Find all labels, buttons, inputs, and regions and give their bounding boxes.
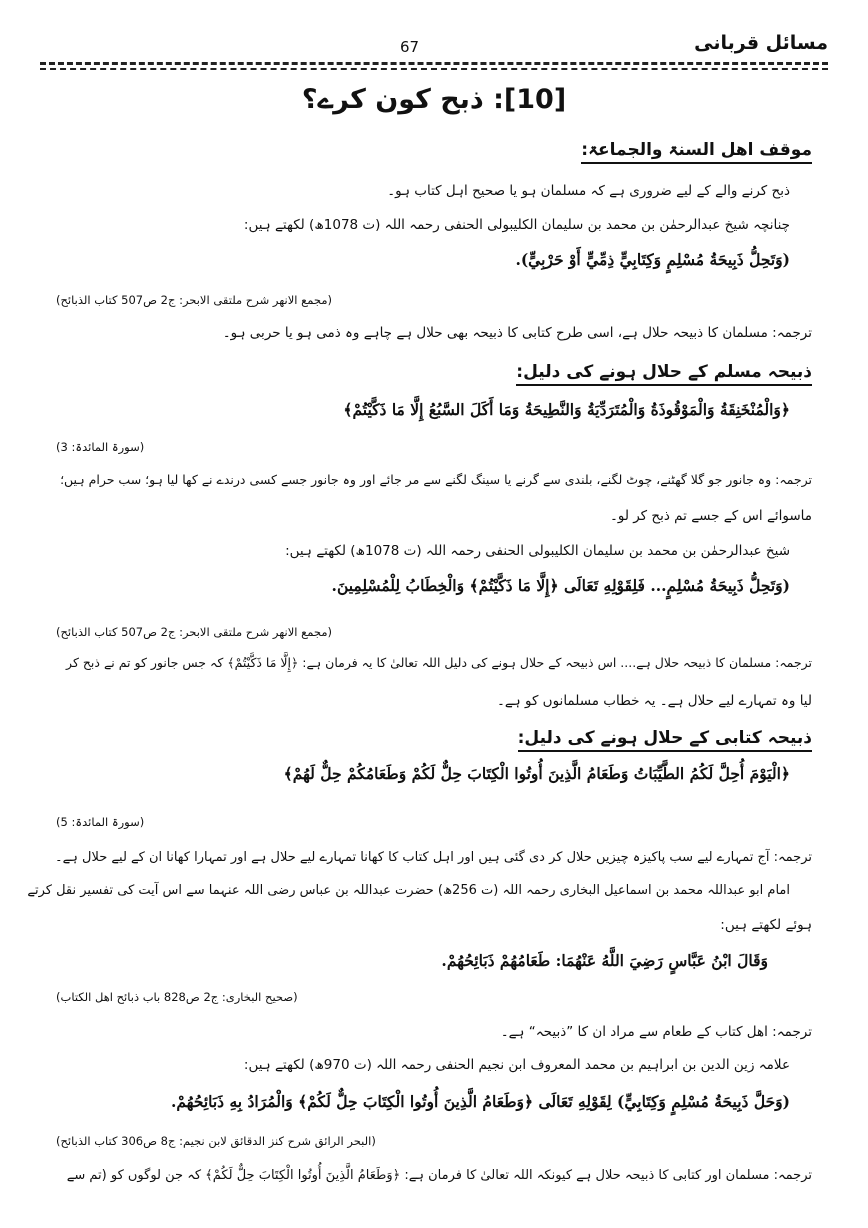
page-header — [40, 28, 828, 62]
reference-citation: (صحیح البخاری: ج2 ص828 باب ذبائح اھل الکتاب) — [56, 990, 298, 1004]
translation-line: لیا وہ تمہارے لیے حلال ہے۔ یہ خطاب مسلمانوں کو ہے۔ — [496, 693, 812, 709]
quran-verse: ﴿وَالْمُنْخَنِقَةُ وَالْمَوْقُوذَةُ وَالْمُتَرَدِّيَةُ وَالنَّطِيحَةُ وَمَا أَكَلَ السَّبُعُ إِلَّا مَا ذَكَّيْتُمْ﴾ — [343, 400, 790, 419]
translation-line: ماسوائے اس کے جسے تم ذبح کر لو۔ — [609, 508, 812, 524]
reference-citation: (سورۃ المائدۃ: 3) — [56, 440, 145, 454]
chapter-title: [10]: ذبح کون کرے؟ — [301, 84, 567, 115]
section-heading-ahl-sunnah: موقف اھل السنۃ والجماعۃ: — [581, 140, 812, 164]
header-rule — [40, 62, 828, 65]
translation-line: ترجمہ: مسلمان کا ذبیحہ حلال ہے، اسی طرح کتابی کا ذبیحہ بھی حلال ہے چاہے وہ ذمی ہو یا حربی ہو۔ — [222, 325, 812, 341]
reference-citation: (سورۃ المائدۃ: 5) — [56, 815, 145, 829]
paragraph-line: شیخ عبدالرحمٰن بن محمد بن سلیمان الکلیبولی الحنفی رحمہ اللہ (ت 1078ھ) لکھتے ہیں: — [285, 543, 790, 559]
translation-line: ترجمہ: آج تمہارے لیے سب پاکیزہ چیزیں حلال کر دی گئی ہیں اور اہل کتاب کا کھانا تمہارے لیے حلال ہے اور تمہارا کھانا ان کے لیے حلال ہے۔ — [55, 850, 812, 865]
arabic-quote: (وَحَلَّ ذَبِيحَةُ مُسْلِمٍ وَكِتَابِيٍّ) لِقَوْلِهِ تَعَالَى ﴿وَطَعَامُ الَّذِينَ أُوتُوا الْكِتَابَ حِلٌّ لَكُمْ﴾ وَالْمُرَادُ بِهِ ذَبَائِحُهُمْ. — [170, 1092, 790, 1111]
translation-line: ترجمہ: وہ جانور جو گلا گھٹنے، چوٹ لگنے، بلندی سے گرنے یا سینگ لگنے سے مر جائے اور وہ جانور جسے کسی درندے نے کھا لیا ہو؛ سب حرام ہیں؛ — [60, 472, 812, 487]
paragraph-line: امام ابو عبداللہ محمد بن اسماعیل البخاری رحمہ اللہ (ت 256ھ) حضرت عبداللہ بن عباس رضی اللہ عنہما سے اس آیت کی تفسیر نقل کرتے — [27, 883, 790, 898]
reference-citation: (البحر الرائق شرح کنز الدقائق لابن نجیم: ج8 ص306 کتاب الذبائح) — [56, 1134, 376, 1148]
arabic-quote: (وَتَحِلُّ ذَبِيحَةُ مُسْلِمٍ وَكِتَابِيٍّ ذِمِّيٍّ أَوْ حَرْبِيٍّ). — [515, 250, 790, 269]
reference-citation: (مجمع الانھر شرح ملتقی الابحر: ج2 ص507 کتاب الذبائح) — [56, 625, 332, 639]
translation-line: ترجمہ: اھل کتاب کے طعام سے مراد ان کا ”ذبیحہ“ ہے۔ — [500, 1024, 812, 1040]
paragraph-line: چنانچہ شیخ عبدالرحمٰن بن محمد بن سلیمان الکلیبولی الحنفی رحمہ اللہ (ت 1078ھ) لکھتے ہیں: — [243, 217, 790, 233]
quran-verse: ﴿الْيَوْمَ أُحِلَّ لَكُمُ الطَّيِّبَاتُ وَطَعَامُ الَّذِينَ أُوتُوا الْكِتَابَ حِلٌّ لَكُمْ وَطَعَامُكُمْ حِلٌّ لَهُمْ﴾ — [283, 764, 790, 783]
paragraph-line: ہوئے لکھتے ہیں: — [720, 917, 812, 933]
section-heading-muslim-slaughter: ذبیحہ مسلم کے حلال ہونے کی دلیل: — [516, 362, 812, 386]
arabic-quote: وَقَالَ ابْنُ عَبَّاسٍ رَضِيَ اللَّهُ عَنْهُمَا: طَعَامُهُمْ ذَبَائِحُهُمْ. — [441, 951, 768, 970]
arabic-quote: (وَتَحِلُّ ذَبِيحَةُ مُسْلِمٍ... فَلِقَوْلِهِ تَعَالَى ﴿إِلَّا مَا ذَكَّيْتُمْ﴾ وَالْخِطَابُ لِلْمُسْلِمِينَ. — [331, 576, 790, 595]
reference-citation: (مجمع الانھر شرح ملتقی الابحر: ج2 ص507 کتاب الذبائح) — [56, 293, 332, 307]
running-title: مسائل قربانی — [694, 32, 828, 54]
page-number: 67 — [400, 38, 420, 56]
paragraph-line: علامہ زین الدین بن ابراہیم بن محمد المعروف ابن نجیم الحنفی رحمہ اللہ (ت 970ھ) لکھتے ہیں: — [243, 1057, 790, 1073]
header-rule-secondary — [40, 68, 828, 70]
paragraph-line: ذبح کرنے والے کے لیے ضروری ہے کہ مسلمان ہو یا صحیح اہل کتاب ہو۔ — [387, 183, 790, 199]
translation-line: ترجمہ: مسلمان اور کتابی کا ذبیحہ حلال ہے کیونکہ اللہ تعالیٰ کا فرمان ہے: ﴿وَطَعَامُ الَّذِينَ أُوتُوا الْكِتَابَ حِلٌّ لَكُمْ﴾ کہ جن لوگوں کو (تم سے — [66, 1168, 812, 1183]
section-heading-kitabi-slaughter: ذبیحہ کتابی کے حلال ہونے کی دلیل: — [518, 728, 812, 752]
translation-line: ترجمہ: مسلمان کا ذبیحہ حلال ہے.... اس ذبیحہ کے حلال ہونے کی دلیل اللہ تعالیٰ کا یہ فرمان ہے: ﴿إِلَّا مَا ذَكَّيْتُمْ﴾ کہ جس جانور کو تم نے ذبح کر — [66, 655, 812, 670]
